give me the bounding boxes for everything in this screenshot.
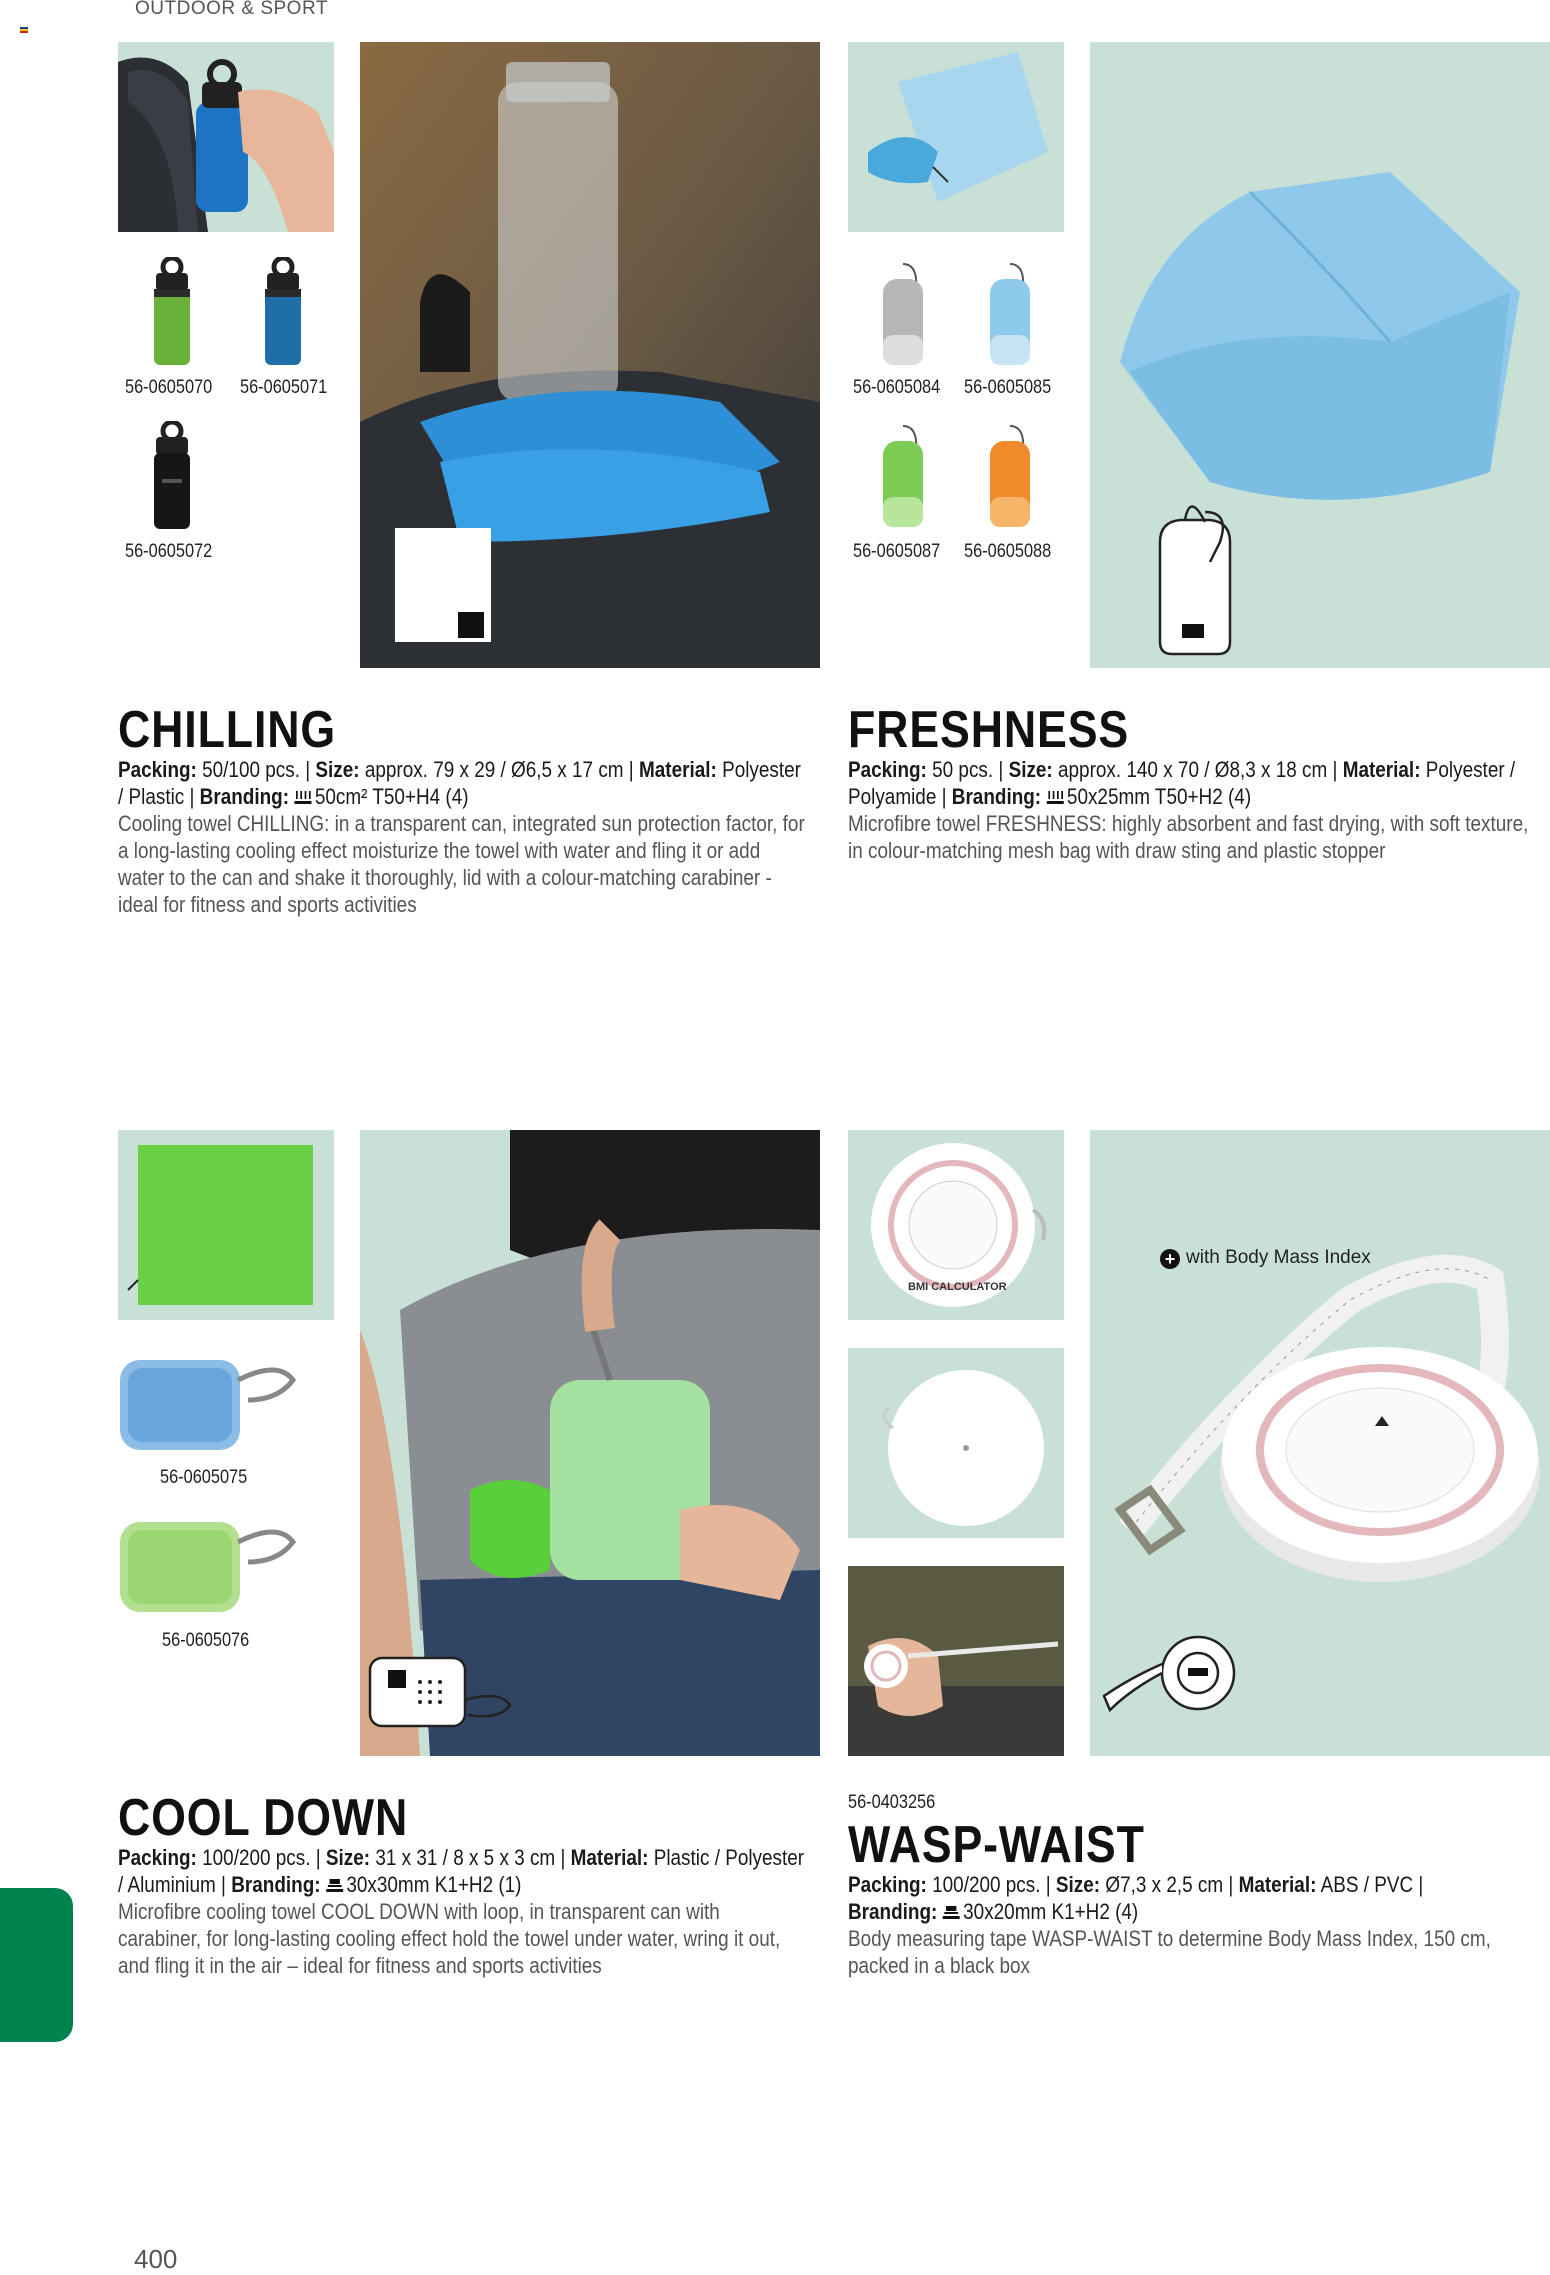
heat-transfer-icon [1046, 784, 1063, 798]
product-spec: Packing: 50 pcs. | Size: approx. 140 x 70 / Ø8,3 x 18 cm | Material: Polyester / Polyamide | Branding: 50x25mm T50+H2 (4) [848, 757, 1516, 809]
chilling-detail-photo [118, 42, 334, 232]
section-label: OUTDOOR & SPORT [135, 0, 328, 19]
product-code: 56-0605070 [125, 377, 213, 398]
plus-icon: + [1160, 1249, 1180, 1269]
product-code: 56-0605087 [853, 541, 941, 562]
cooldown-main-photo [360, 1130, 820, 1756]
product-code: 56-0605088 [964, 541, 1052, 562]
product-code: 56-0605071 [240, 377, 328, 398]
section-tab[interactable] [0, 1888, 73, 2042]
product-code: 56-0403256 [848, 1792, 936, 1813]
flag-icon [20, 20, 28, 26]
bmi-note: + with Body Mass Index [1160, 1247, 1371, 1269]
product-code: 56-0605084 [853, 377, 941, 398]
freshness-main-photo [1090, 42, 1550, 668]
product-description: Microfibre cooling towel COOL DOWN with loop, in transparent can with carabiner, for long-lasting cooling effect hold the towel under water, wring it out, and fling it in the air – ideal for fitness and sports activities [118, 1899, 781, 1978]
product-description: Body measuring tape WASP-WAIST to determine Body Mass Index, 150 cm, packed in a black box [848, 1926, 1491, 1978]
bottle-blue [261, 257, 305, 374]
product-description: Cooling towel CHILLING: in a transparent can, integrated sun protection factor, for a long-lasting cooling effect moisturize the towel with water and fling it or add water to the can and shake it thoroughly, lid with a colour-matching carabiner - ideal for fitness and sports activities [118, 811, 805, 917]
product-title: CHILLING [118, 701, 337, 759]
page-number: 400 [134, 2244, 178, 2274]
product-code: 56-0605075 [160, 1467, 248, 1488]
bag-orange [985, 421, 1035, 536]
product-title: FRESHNESS [848, 701, 1130, 759]
chilling-main-photo [360, 42, 820, 668]
tape-front-photo [848, 1130, 1064, 1320]
heat-transfer-icon [294, 784, 311, 798]
cooldown-detail-photo [118, 1130, 334, 1320]
bag-green [878, 421, 928, 536]
pad-print-icon [943, 1899, 960, 1913]
product-spec: Packing: 100/200 pcs. | Size: Ø7,3 x 2,5 cm | Material: ABS / PVC | Branding: 30x20mm K1+H2 (4) [848, 1872, 1424, 1924]
box-green [118, 1502, 298, 1627]
bag-grey [878, 259, 928, 374]
bottle-black [150, 421, 194, 538]
tape-back-photo [848, 1348, 1064, 1538]
product-title: COOL DOWN [118, 1789, 409, 1847]
tape-main-photo [1090, 1130, 1550, 1756]
waist-measure-photo [848, 1566, 1064, 1756]
product-code: 56-0605076 [162, 1630, 250, 1651]
box-blue [118, 1340, 298, 1465]
pad-print-icon [326, 1872, 343, 1886]
product-code: 56-0605085 [964, 377, 1052, 398]
bottle-green [150, 257, 194, 374]
product-description: Microfibre towel FRESHNESS: highly absorbent and fast drying, with soft texture, in colour-matching mesh bag with draw sting and plastic stopper [848, 811, 1529, 863]
freshness-detail-photo [848, 42, 1064, 232]
product-spec: Packing: 100/200 pcs. | Size: 31 x 31 / 8 x 5 x 3 cm | Material: Plastic / Polyester / Aluminium | Branding: 30x30mm K1+H2 (1) [118, 1845, 805, 1897]
svg-text:BMI CALCULATOR: BMI CALCULATOR [908, 1281, 1007, 1293]
product-code: 56-0605072 [125, 541, 213, 562]
product-spec: Packing: 50/100 pcs. | Size: approx. 79 x 29 / Ø6,5 x 17 cm | Material: Polyester / Plastic | Branding: 50cm² T50+H4 (4) [118, 757, 801, 809]
product-title: WASP-WAIST [848, 1816, 1145, 1874]
bag-lightblue [985, 259, 1035, 374]
